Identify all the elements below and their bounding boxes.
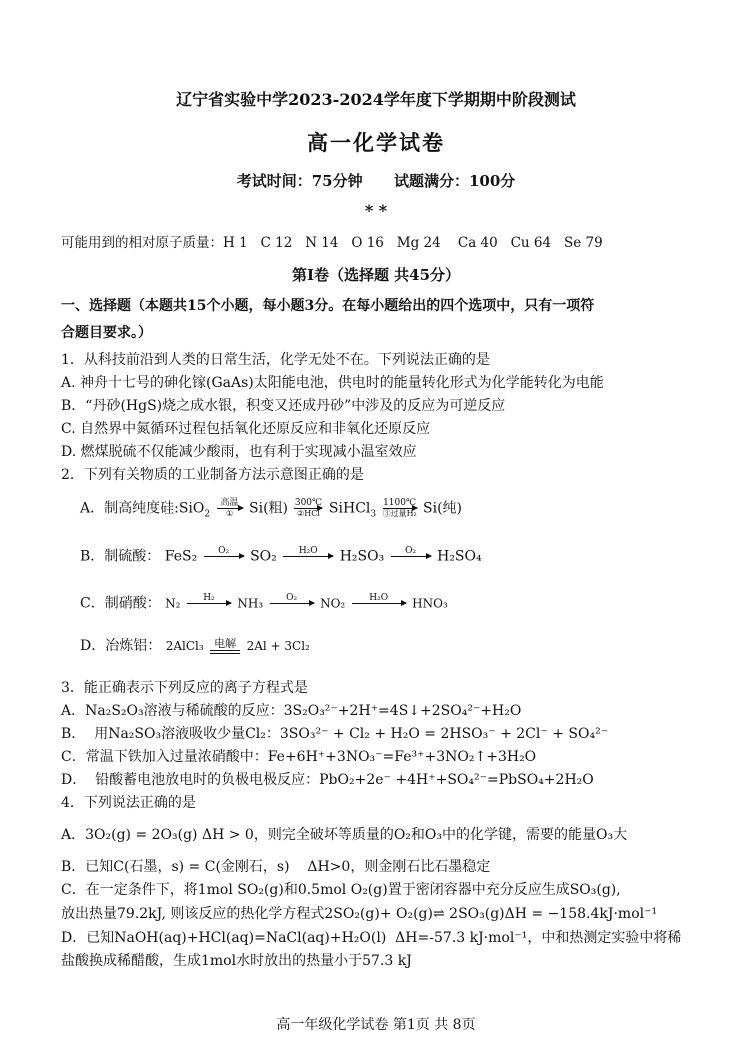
page-footer: 高一年级化学试卷 第1页 共 8页 (276, 1017, 476, 1033)
q2-c-species-2: NH₃ (237, 596, 264, 611)
q2-c-arrow-1 (187, 593, 231, 614)
q2-c-arrow-3 (352, 593, 406, 614)
q2-stem: 2．下列有关物质的工业制备方法示意图正确的是 (61, 467, 364, 483)
atomic-masses: 可能用到的相对原子质量：H 1 C 12 N 14 O 16 Mg 24 Ca 40 Cu 64 Se 79 (61, 235, 603, 251)
q2-option-d (80, 636, 310, 656)
q2-a-cond-2b: ②HCl (297, 509, 320, 518)
section-instruction-1: 一、选择题（本题共15个小题，每小题3分。在每小题给出的四个选项中，只有一项符 (61, 298, 595, 314)
q2-b-species-4: H₂SO₄ (437, 548, 482, 565)
q4-option-d-line2: 盐酸换成稀醋酸，生成1mol水时放出的热量小于57.3 kJ (61, 953, 412, 969)
q2-c-cond-1: H₂ (203, 593, 215, 603)
q1-option-c: C. 自然界中氮循环过程包括氧化还原反应和非氧化还原反应 (61, 421, 431, 437)
q2-d-cond: 电解 (214, 637, 237, 650)
q2-a-species-3: Si(纯) (423, 500, 463, 517)
q2-c-species-3: NO₂ (320, 596, 346, 611)
q2-d-label: D．冶炼铝： (80, 638, 162, 654)
q2-a-species-1: Si(粗) (249, 500, 289, 517)
q1-stem: 1．从科技前沿到人类的日常生活，化学无处不在。下列说法正确的是 (61, 352, 490, 368)
q4-option-c-line2: 放出热量79.2kJ, 则该反应的热化学方程式2SO₂(g)+ O₂(g)⇌ 2SO₃(g)ΔH = −158.4kJ·mol⁻¹ (61, 906, 658, 922)
q3-option-c: C．常温下铁加入过量浓硝酸中：Fe+6H⁺+3NO₃⁻=Fe³⁺+3NO₂↑+3H₂O (61, 749, 537, 765)
q2-option-b (80, 546, 482, 567)
q4-option-b: B．已知C(石墨，s) = C(金刚石，s) ΔH>0，则金刚石比石墨稳定 (61, 859, 491, 875)
q2-d-reactant: 2AlCl₃ (165, 639, 204, 653)
q2-b-species-1: FeS₂ (164, 548, 198, 565)
q2-a-species-2: SiHCl (328, 500, 371, 517)
q2-b-label: B．制硫酸： (80, 548, 161, 565)
q2-c-species-1: N₂ (165, 596, 181, 611)
q2-c-cond-2: O₂ (286, 593, 298, 603)
q3-option-a: A．Na₂S₂O₃溶液与稀硫酸的反应：3S₂O₃²⁻+2H⁺=4S↓+2SO₄²⁻+H₂O (61, 703, 522, 719)
q2-a-cond-2: 300℃ (294, 498, 323, 508)
q2-a-arrow-2 (294, 498, 322, 519)
q3-stem: 3．能正确表示下列反应的离子方程式是 (61, 680, 308, 696)
q2-a-arrow-3 (383, 498, 417, 519)
q2-b-species-3: H₂SO₃ (339, 548, 385, 565)
exam-info: 考试时间：75分钟 试题满分：100分 (236, 172, 516, 190)
paper-title: 高一化学试卷 (307, 130, 445, 155)
q4-option-d-line1: D．已知NaOH(aq)+HCl(aq)=NaCl(aq)+H₂O(l) ΔH=-57.3 kJ·mol⁻¹，中和热测定实验中将稀 (61, 930, 682, 946)
q2-d-products: 2Al + 3Cl₂ (246, 639, 310, 653)
q2-b-arrow-1 (204, 546, 244, 567)
q2-b-cond-1: O₂ (218, 546, 230, 556)
q2-option-a: A．制高纯度硅:SiO$_2$ 高温 ① Si(粗) 300℃ ②HCl SiHCl$_3$ 1100℃ ③过量H₂ Si(纯) (80, 498, 463, 520)
q4-option-a: A．3O₂(g) = 2O₃(g) ΔH > 0，则完全破坏等质量的O₂和O₃中的化学键，需要的能量O₃大 (61, 827, 628, 843)
q2-a-cond-3: 1100℃ (383, 498, 417, 508)
section-instruction-2: 合题目要求。） (61, 325, 152, 341)
q2-b-cond-3: O₂ (405, 546, 417, 556)
q1-option-d: D. 燃煤脱硫不仅能减少酸雨，也有利于实现减小温室效应 (61, 444, 417, 460)
q2-a-cond-1b: ① (225, 509, 234, 518)
q1-option-b: B．“丹砂(HgS)烧之成水银，积变又还成丹砂”中涉及的反应为可逆反应 (61, 398, 506, 414)
q4-stem: 4．下列说法正确的是 (61, 795, 196, 811)
q2-c-cond-3: H₂O (369, 593, 389, 603)
q2-b-species-2: SO₂ (250, 548, 277, 565)
q3-option-d: D． 铅酸蓄电池放电时的负极电极反应：PbO₂+2e⁻ +4H⁺+SO₄²⁻=PbSO₄+2H₂O (61, 772, 594, 788)
school-title: 辽宁省实验中学2023-2024学年度下学期期中阶段测试 (176, 90, 576, 109)
q2-d-equals (210, 638, 240, 654)
q1-option-a: A. 神舟十七号的砷化镓(GaAs)太阳能电池，供电时的能量转化形式为化学能转化为电能 (61, 375, 604, 391)
q2-a-arrow-1 (217, 498, 243, 519)
q2-c-label: C．制硝酸： (80, 595, 161, 612)
q2-a-cond-3b: ③过量H₂ (382, 509, 417, 518)
q2-b-arrow-3 (391, 546, 431, 567)
q2-option-c (80, 593, 448, 614)
q2-b-arrow-2 (283, 546, 333, 567)
q2-a-label: A．制高纯度硅:SiO (80, 500, 205, 517)
stars-divider: * * (364, 201, 388, 220)
q2-a-cond-1: 高温 (220, 498, 239, 508)
q3-option-b: B． 用Na₂SO₃溶液吸收少量Cl₂：3SO₃²⁻ + Cl₂ + H₂O = 2HSO₃⁻ + 2Cl⁻ + SO₄²⁻ (61, 726, 609, 742)
volume-title: 第Ⅰ卷（选择题 共45分） (291, 266, 461, 284)
q2-c-arrow-2 (270, 593, 314, 614)
q2-c-species-4: HNO₃ (412, 596, 448, 611)
q2-b-cond-2: H₂O (298, 546, 318, 556)
q4-option-c-line1: C．在一定条件下，将1mol SO₂(g)和0.5mol O₂(g)置于密闭容器中充分反应生成SO₃(g), (61, 882, 621, 898)
